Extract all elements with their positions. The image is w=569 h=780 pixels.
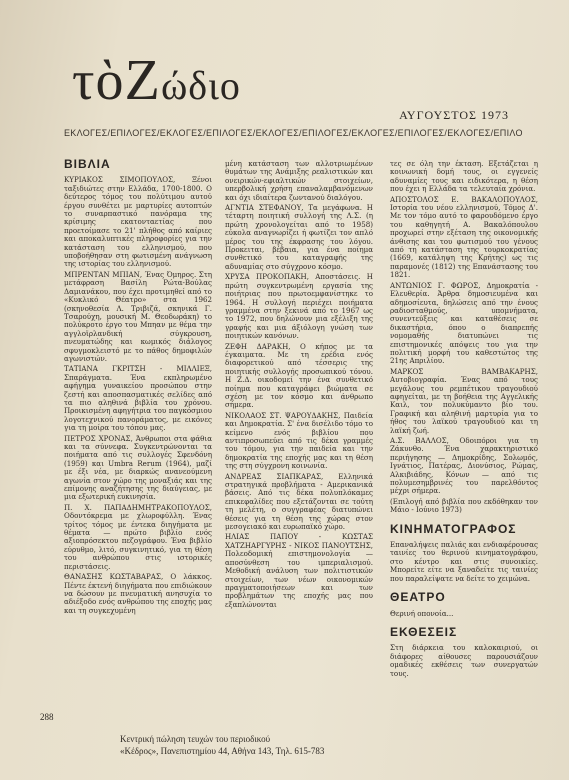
book-entry: ΑΝΤΩΝΙΟΣ Γ. ΦΩΡΟΣ, Δημοκρατία - Ελευθερία. Άρθρα δημοσιευμένα και αδημοσίευτα, δηλώσεις από την ένους ραδιοσταθμούς, υπομνήματα, συνεντεύξεις και καταθέσεις σε δικαστήρια, όπου ο διαπρεπής νομομαθής διατυπώνει τις επιστημονικές απόψεις του για την πολιτική μορφή του καθεστώτος της 21ης Απριλίου. [390,280,538,366]
column-1 [64,157,212,617]
section-title-theatre: ΘΕΑΤΡΟ [390,590,446,605]
footer-line-1: Κεντρική πώληση τευχών του περιοδικού [120,734,271,744]
book-entry: ΜΠΡΕΝΤΑΝ ΜΠΙΑΝ, Ένας Όμηρος. Στη μετάφραση Βασίλη Ρώτα-Βούλας Δαμιανάκου, που έχει προτιμηθεί από το «Κυκλικό Θέατρο» στα 1962 (σκηνοθεσία Λ. Τριβιζά, σκηνικά Γ. Τσαρούχη, μουσική Μ. Θεοδωράκη) το πολύκροτο έργο του Μπηαν με θέμα την αγγλοϊρλανδική σύγκρουση, πνευματώδης και κωμικός διάλογος σφυγμοκλειστό με το πάθος δημοφιλών αγωνιστών. [64,269,212,363]
book-entry: ΘΑΝΑΣΗΣ ΚΩΣΤΑΒΑΡΑΣ, Ο λάκκος. Πέντε έκτενή διηγήματα που επιδιώκουν να δώσουν με πνευματική ανησυχία το αδιέξοδο ενός ανθρώπου της εποχής μας και τη συγκεχυμένη [64,572,212,615]
exhibitions-text: Στη διάρκεια του καλοκαιριού, οι διάφορες αίθουσες παρουσιάζουν ομαδικές εκθέσεις των συνεργατών τους. [390,643,538,678]
book-entry: ΚΥΡΙΑΚΟΣ ΣΙΜΟΠΟΥΛΟΣ, Ξένοι ταξιδιώτες στην Ελλάδα, 1700-1800. Ο δεύτερος τόμος του πολύτιμου αυτού έργου συνθέτει με μαρτυρίες αυτοπτών το συναρπαστικό πανόραμα της κρίσιμης εκατονταετίας που προετοίμασε το 21' πλήθος από καίριες και αποκαλυπτικές πληροφορίες για την κατάσταση του ελληνισμού, που υποβοήθησαν στη φωτισμένη ανάγνωση της ιστορίας του ελληνισμού. [64,175,212,269]
book-entry: ΑΓΝΤΙΑ ΣΤΕΦΑΝΟΥ, Τα μεγάφωνα. Η τέταρτη ποιητική συλλογή της Λ.Σ. (η πρώτη χρονολογείται από το 1958) εύκολα αναγνωρίζει ή φωτίζει τον απλό μέρος του της έκφρασης του λόγου. Προκειται, βέβαια, για ένα ποίημα συνθετικό του καταγραφής της αδυναμίας στο σύγχρονο κόσμο. [225,203,373,271]
book-entry: ΜΑΡΚΟΣ ΒΑΜΒΑΚΑΡΗΣ, Αυτοβιογραφία. Ένας από τους μεγάλους του ρεμπέτικου τραγουδιού αφηγείται, με τη βοήθεια της Αγγελικής Καιλ, τον πολυκύμαντο βίο του. Γραφική και αληθινή μαρτυρία για το ήθος του λαϊκού τραγουδιού και τη λαϊκή ζωή. [390,366,538,435]
theatre-text: Θερινή οπονοία... [390,608,454,618]
book-entry: ΤΑΤΙΑΝΑ ΓΚΡΙΤΣΗ - ΜΙΛΛΙΕΞ, Σπαράγματα. Ένα εκπληρωμένο αφήγημα γυναικείου προσώπου στην ζεστή και αποσπασματικές σελίδες από τα πιο αληθινά βιβλία του χρόνου. Προικισμένη αφηγήτρια του παγκόσμιου λογοτεχνικού πανοράματος, με εικόνες για τη μοίρα του τόπου μας. [64,364,212,433]
column-3 [390,160,538,680]
masthead-article: τὸ [72,50,125,112]
section-title-cinema: ΚΙΝΗΜΑΤΟΓΡΑΦΟΣ [390,521,517,536]
page-number: 288 [40,712,54,722]
selection-note: (Επιλογή από βιβλία που εκδόθηκαν τον Μάιο - Ιούνιο 1973) [390,496,538,515]
footer-line-2: «Κέδρος», Πανεπιστημίου 44, Αθήνα 143, Τηλ. 615-783 [120,746,325,756]
book-entry: ΠΕΤΡΟΣ ΧΡΟΝΑΣ, Άνθρωποι στα φάθια και τα σύννεφα. Συγκεντρώνονται τα ποιήματα από τις συλλογές Σφενδόνη (1959) και Umbra Rerum (1964), μαζί με έξι νέα, με διαρκώς ανανεούμενη αγωνία στον χώρο της μοναξιάς και της επίμονης αναζήτησης της διαύγειας, με μια εξωτερική ευκινησία. [64,433,212,502]
book-entry: τες σε όλη την έκταση. Εξετάζεται η κοινωνική δομή τους, οι εγγενείς αδυναμίες τους και ειδικότερα, η θέση που έχει η Ελλάδα τα τελευταία χρόνια. [390,159,538,194]
cinema-text: Επαναλήψεις παλιάς και ενδιαφέρουσας ταινίες του θερινού κινηματογράφου, στο κέντρο και στις συνοικίες. Μπορείτε είτε να ξαναδείτε τις ταινίες που παραλείψατε να δείτε το χειμώνα. [390,540,538,583]
issue-date: ΑΥΓΟΥΣΤΟΣ 1973 [399,108,509,122]
book-entry: ΝΙΚΟΛΑΟΣ ΣΤ. ΨΑΡΟΥΔΑΚΗΣ, Παιδεία και Δημοκρατία. Σ' ένα δισέλιδο τόμο το κείμενο ενός βιβλίου που αντιπροσωπεύει από τις δέκα γραμμές του τόμου, για την παιδεία και την δημοκρατία της εποχής μας και τη θέση της στη σύγχρονη κοινωνία. [225,410,373,471]
book-entry: ΧΡΥΣΑ ΠΡΟΚΟΠΑΚΗ, Αποστάσεις. Η πρώτη συγκεντρωμένη εργασία της ποιήτριας που πρωτοεμφανίστηκε το 1964. Η συλλογή περιέχει ποιήματα γραμμένα στην ξεκινά από το 1967 ως το 1972, που δηλώνουν μια εξέλιξη της γραφής και μια άξιόλογη γνώση των ποιητικών κανόνων. [225,272,373,341]
masthead-title-rest: ώδιο [160,63,241,108]
book-entry: Α.Σ. ΒΑΛΛΟΣ, Οδοιπόροι για τη Ζάκυνθο. Ένα χαρακτηριστικό περιήγησης — Δημοκρίδης, Σολωμός, Ιγνάτιος, Πατέρας, Διονύσιος, Ρώμας, Αλκιβιάδης, Κόνων — από τις πολυμεσημβρινές του παρελθόντος μέχρι σήμερα. [390,436,538,496]
book-entry: μένη κατάσταση των αλλοτριωμένων θυμάτων της Ανάμιξης ρεαλιστικών και ονειρικών-εφιαλτικών στοιχείων, υπερβολική χρήση επαναλαμβανόμενων και όχι ιδιαίτερα ζωντανού διαλόγου. [225,159,373,202]
masthead [72,47,241,114]
book-entry: ΗΛΙΑΣ ΠΑΠΟΥ - ΚΩΣΤΑΣ ΧΑΤΖΗΑΡΓΥΡΗΣ - ΝΙΚΟΣ ΠΑΝΟΥΤΣΗΣ, Πολεοδομική επιστημονολογία — αποσύνθεση του ιμπεριαλισμού. Μεθοδική ανάλυση των πολιτιστικών στοιχείων, των νέων οικονομικών πραγματοποιήσεων και των προβλημάτων της εποχής μας που εξαπλώνονται [225,532,373,609]
book-entry: ΑΠΟΣΤΟΛΟΣ Ε. ΒΑΚΑΛΟΠΟΥΛΟΣ, Ιστορία του νέου ελληνισμού, Τόμος Δ'. Με τον τόμο αυτό το φαρουδόμενο έργο του καθηγητή Α. Βακαλόπουλου προχωρεί στην εξέταση της οικονομικής άνθισης και του φωτισμού του γένους από τη κατάσταση της τουρκοκρατίας (1669, κατάληψη της Κρήτης) ως τις παραμονές (1812) της Επανάστασης του 1821. [390,194,538,280]
column-2 [225,160,373,611]
masthead-title-first: Ζ [124,47,161,112]
section-ribbon: ΕΚΛΟΓΕΣ/ΕΠΙΛΟΓΕΣ/ΕΚΛΟΓΕΣ/ΕΠΙΛΟΓΕΣ/ΕΚΛΟΓΕΣ/ΕΠΙΛΟΓΕΣ/ΕΚΛΟΓΕΣ/ΕΠΙΛΟΓΕΣ/ΕΚΛΟΓΕΣ/ΕΠΙΛΟ [64,128,523,138]
section-title-books: ΒΙΒΛΙΑ [64,157,111,171]
book-entry: ΖΕΦΗ ΔΑΡΑΚΗ, Ο κήπος με τα έγκαιματα. Με τη ερέδια ενός διαφορετικού από τέσσερις της ποιητικής συλλογής προσωπικού τόνου. Η Ζ.Δ. οικοδομεί την ένα συνθετικό ποίημα που καταγράφει βιώματα σε σχέση με τον κόσμο και άνθρωπο σήμερα. [225,341,373,410]
book-entry: ΑΝΔΡΕΑΣ ΣΙΑΠΚΑΡΑΣ, Ελληνικά στρατηγικά προβλήματα - Αμερικανικά βάσεις. Από τις δέκα πολυπλόκαμες επικεφαλίδες που εξετάζονται σε τούτη τη μελέτη, ο συγγραφέας διατυπώνει θέσεις για τη θέση της χώρας στον μεσογειακό και ευρωπαϊκό χώρο. [225,471,373,532]
section-title-exhibitions: ΕΚΘΕΣΕΙΣ [390,624,458,639]
footer-note [120,733,324,757]
book-entry: Π. Χ. ΠΑΠΑΔΗΜΗΤΡΑΚΟΠΟΥΛΟΣ, Οδοντόκρεμα με χλωροφύλλη. Ένας τρίτος τόμος με έντεκα διηγήματα με θέματα — πρώτο βιβλίο ενός αξιοπρόσεκτου πεζογράφου. Ένα βιβλίο εύρυθμο, λιτό, συγκινητικό, για τη θέση του ανθρώπου στις ιστορικές περιστάσεις. [64,502,212,571]
